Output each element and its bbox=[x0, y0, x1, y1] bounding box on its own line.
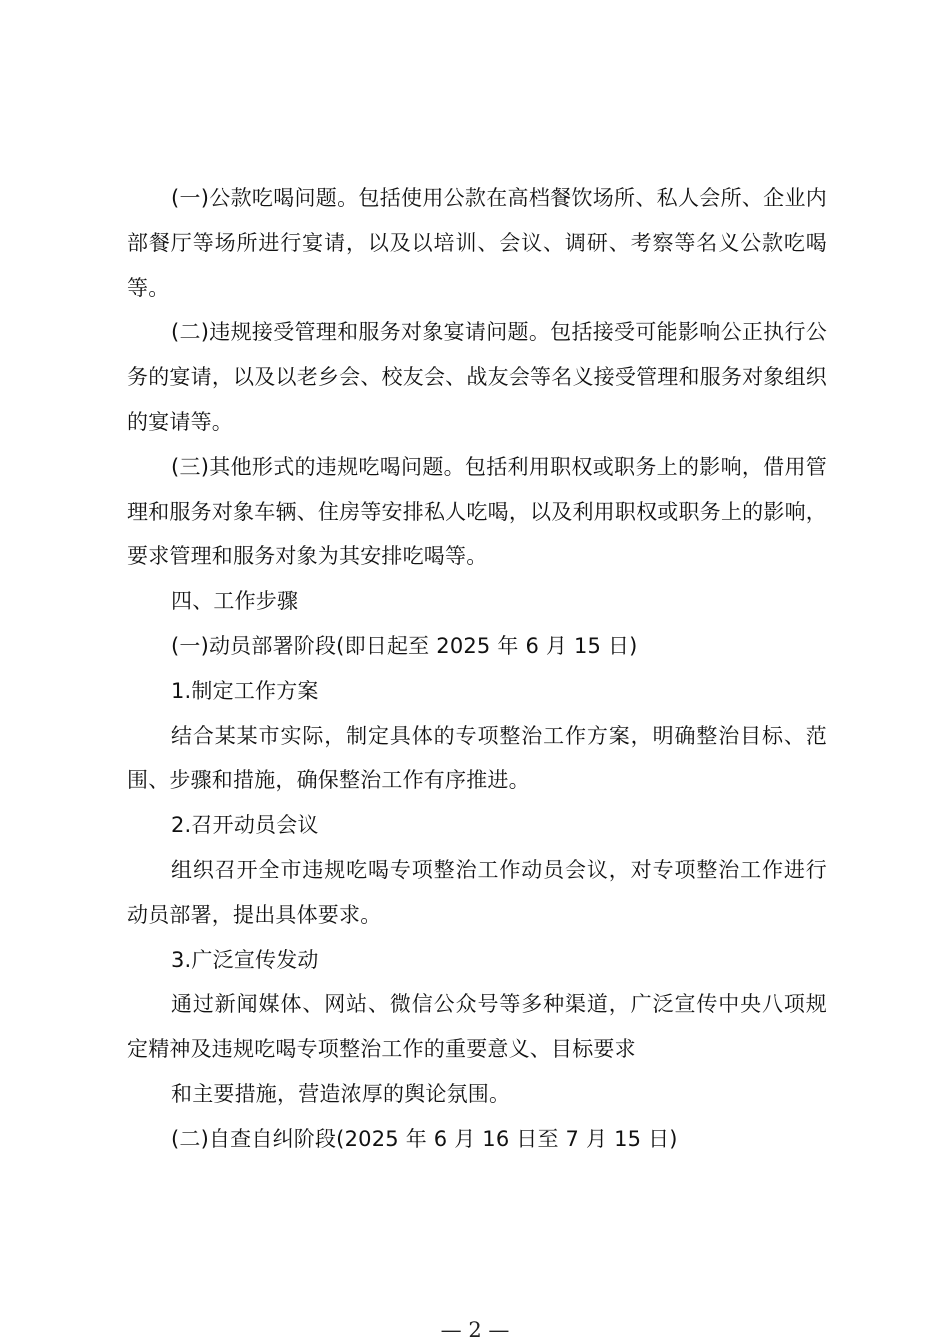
paragraph-accepting-banquets: (二)违规接受管理和服务对象宴请问题。包括接受可能影响公正执行公务的宴请，以及以老乡会、校友会、战友会等名义接受管理和服务对象组织的宴请等。 bbox=[127, 320, 827, 434]
section-heading-work-steps: 四、工作步骤 bbox=[171, 589, 299, 614]
item-heading-mobilization-meeting: 2.召开动员会议 bbox=[171, 813, 319, 838]
paragraph-other-violations: (三)其他形式的违规吃喝问题。包括利用职权或职务上的影响，借用管理和服务对象车辆、住房等安排私人吃喝，以及利用职权或职务上的影响，要求管理和服务对象为其安排吃喝等。 bbox=[127, 454, 827, 569]
paragraph-publicity-continued: 和主要措施，营造浓厚的舆论氛围。 bbox=[171, 1081, 511, 1106]
page-number: — 2 — bbox=[440, 1318, 510, 1342]
subheading-mobilization-stage: (一)动员部署阶段(即日起至 2025 年 6 月 15 日) bbox=[171, 633, 638, 658]
item-heading-publicity: 3.广泛宣传发动 bbox=[171, 947, 319, 972]
document-body bbox=[127, 176, 827, 1162]
paragraph-publicity: 通过新闻媒体、网站、微信公众号等多种渠道，广泛宣传中央八项规定精神及违规吃喝专项整治工作的重要意义、目标要求 bbox=[127, 992, 827, 1062]
item-heading-work-plan: 1.制定工作方案 bbox=[171, 678, 319, 703]
subheading-self-inspection-stage: (二)自查自纠阶段(2025 年 6 月 16 日至 7 月 15 日) bbox=[171, 1126, 678, 1151]
paragraph-public-funds-dining: (一)公款吃喝问题。包括使用公款在高档餐饮场所、私人会所、企业内部餐厅等场所进行宴请，以及以培训、会议、调研、考察等名义公款吃喝等。 bbox=[127, 186, 827, 300]
paragraph-mobilization-meeting: 组织召开全市违规吃喝专项整治工作动员会议，对专项整治工作进行动员部署，提出具体要求。 bbox=[127, 857, 827, 927]
paragraph-work-plan: 结合某某市实际，制定具体的专项整治工作方案，明确整治目标、范围、步骤和措施，确保整治工作有序推进。 bbox=[127, 723, 827, 793]
